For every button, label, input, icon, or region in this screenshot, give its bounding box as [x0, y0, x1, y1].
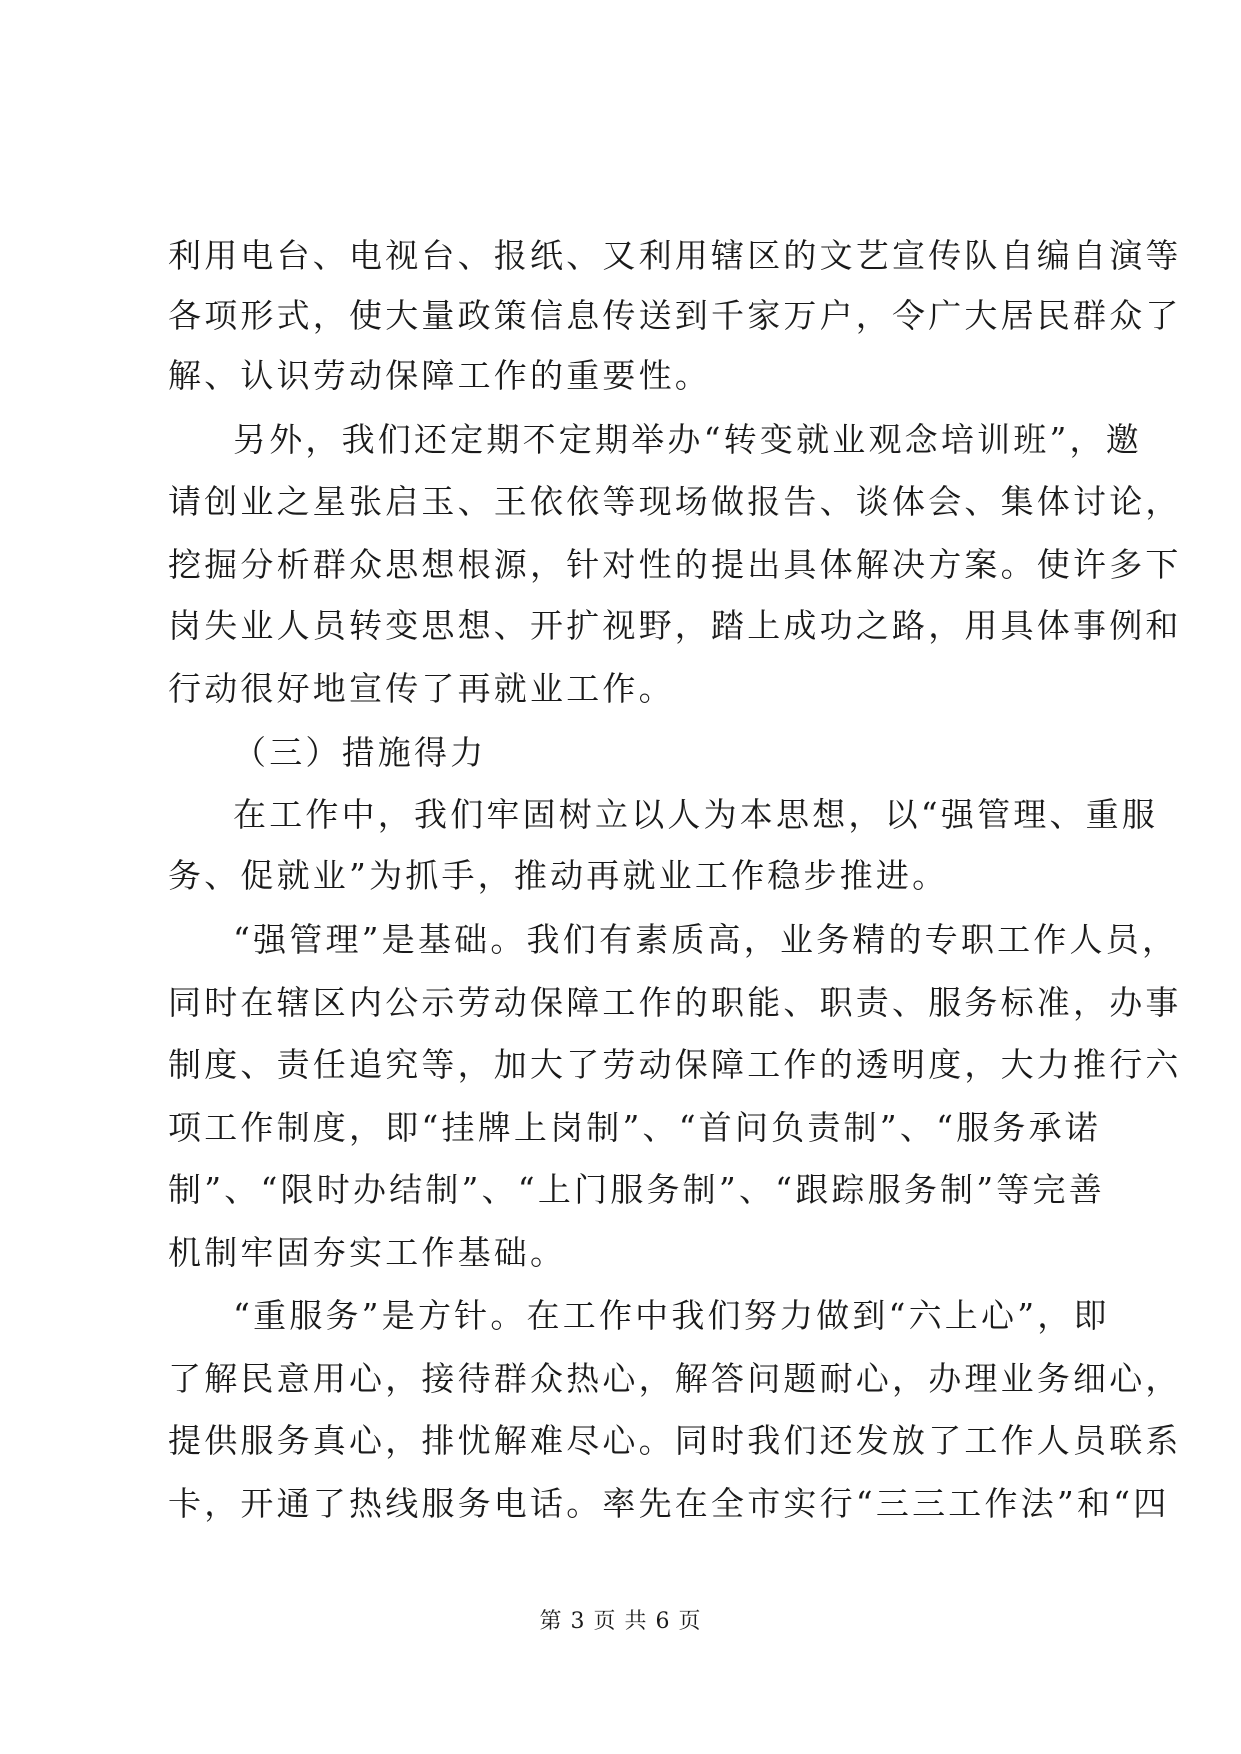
- paragraph-line: “重服务”是方针。在工作中我们努力做到“六上心”，即: [233, 1296, 1110, 1335]
- section-heading: （三）措施得力: [233, 733, 487, 772]
- paragraph-line: 制度、责任追究等，加大了劳动保障工作的透明度，大力推行六: [168, 1045, 1182, 1084]
- paragraph-line: 务、促就业”为抓手，推动再就业工作稳步推进。: [168, 856, 949, 895]
- paragraph-line: 卡，开通了热线服务电话。率先在全市实行“三三工作法”和“四: [168, 1484, 1170, 1523]
- paragraph-line: 机制牢固夯实工作基础。: [168, 1233, 567, 1272]
- page-number-footer: 第 3 页 共 6 页: [539, 1609, 702, 1634]
- paragraph-line: 利用电台、电视台、报纸、又利用辖区的文艺宣传队自编自演等: [168, 236, 1182, 275]
- paragraph-line: 项工作制度，即“挂牌上岗制”、“首问负责制”、“服务承诺: [168, 1108, 1101, 1147]
- paragraph-line: 岗失业人员转变思想、开扩视野，踏上成功之路，用具体事例和: [168, 606, 1182, 645]
- paragraph-line: 同时在辖区内公示劳动保障工作的职能、职责、服务标准，办事: [168, 983, 1182, 1022]
- paragraph-line: 各项形式，使大量政策信息传送到千家万户，令广大居民群众了: [168, 296, 1182, 335]
- paragraph-line: 另外，我们还定期不定期举办“转变就业观念培训班”，邀: [233, 420, 1142, 459]
- paragraph-line: “强管理”是基础。我们有素质高，业务精的专职工作人员，: [233, 920, 1179, 959]
- paragraph-line: 解、认识劳动保障工作的重要性。: [168, 356, 711, 395]
- paragraph-line: 了解民意用心，接待群众热心，解答问题耐心，办理业务细心，: [168, 1359, 1182, 1398]
- paragraph-line: 请创业之星张启玉、王依依等现场做报告、谈体会、集体讨论，: [168, 482, 1182, 521]
- paragraph-line: 挖掘分析群众思想根源，针对性的提出具体解决方案。使许多下: [168, 545, 1182, 584]
- paragraph-line: 制”、“限时办结制”、“上门服务制”、“跟踪服务制”等完善: [168, 1170, 1105, 1209]
- paragraph-line: 行动很好地宣传了再就业工作。: [168, 669, 675, 708]
- paragraph-line: 在工作中，我们牢固树立以人为本思想，以“强管理、重服: [233, 795, 1159, 834]
- paragraph-line: 提供服务真心，排忧解难尽心。同时我们还发放了工作人员联系: [168, 1421, 1182, 1460]
